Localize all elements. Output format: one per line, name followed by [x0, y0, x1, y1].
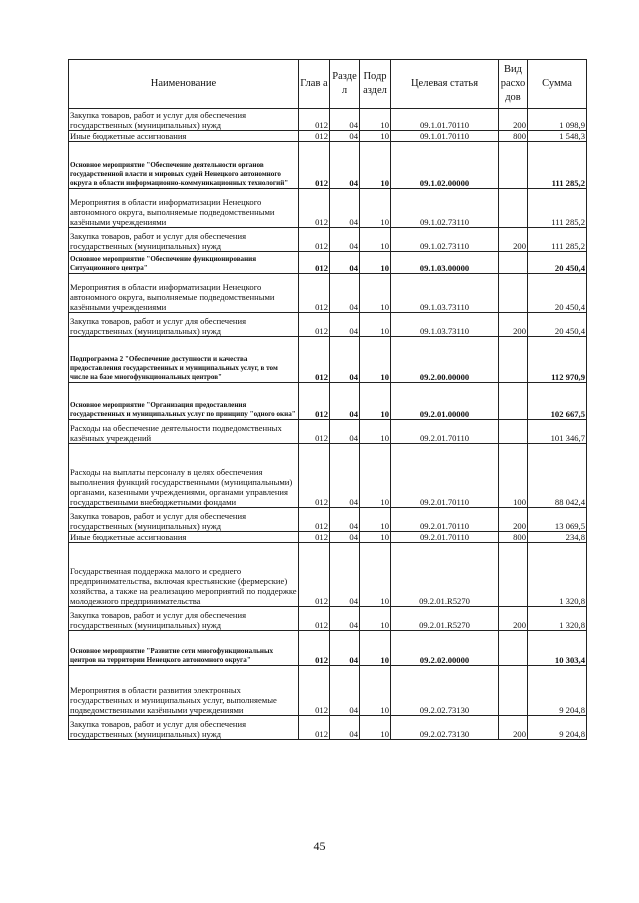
table-row: [69, 631, 587, 666]
row-name: Закупка товаров, работ и услуг для обеспечения государственных (муниципальных) нужд: [69, 508, 299, 532]
row-sum: 1 098,9: [528, 109, 587, 131]
row-chapter: 012: [299, 252, 330, 274]
row-chapter: 012: [299, 142, 330, 189]
table-row: [69, 383, 587, 420]
row-subsection: 10: [360, 532, 391, 543]
row-expense-type: 200: [499, 228, 528, 252]
row-subsection: 10: [360, 607, 391, 631]
row-name: Основное мероприятие "Развитие сети многофункциональных центров на территории Ненецкого автономного округа": [69, 631, 299, 666]
row-name: Мероприятия в области развития электронных государственных и муниципальных услуг, выполняемые подведомственными казёнными учреждениями: [69, 666, 299, 716]
row-section: 04: [330, 313, 360, 337]
row-name: Расходы на выплаты персоналу в целях обеспечения выполнения функций государственными (муниципальными) органами, казенными учреждениями, органами управления государственными внебюджетными фондами: [69, 444, 299, 508]
budget-table: [68, 59, 587, 740]
row-chapter: 012: [299, 716, 330, 740]
row-section: 04: [330, 543, 360, 607]
row-section: 04: [330, 252, 360, 274]
row-name: Мероприятия в области информатизации Ненецкого автономного округа, выполняемые подведомственными казёнными учреждениями: [69, 189, 299, 228]
row-chapter: 012: [299, 420, 330, 444]
row-chapter: 012: [299, 228, 330, 252]
row-name: Закупка товаров, работ и услуг для обеспечения государственных (муниципальных) нужд: [69, 228, 299, 252]
row-expense-type: [499, 189, 528, 228]
row-expense-type: [499, 543, 528, 607]
row-name: Иные бюджетные ассигнования: [69, 532, 299, 543]
row-chapter: 012: [299, 532, 330, 543]
row-sum: 1 320,8: [528, 607, 587, 631]
row-chapter: 012: [299, 313, 330, 337]
row-section: 04: [330, 383, 360, 420]
row-name: Основное мероприятие "Обеспечение деятельности органов государственной власти и мировых судей Ненецкого автономного округа в области информационно-коммуникационных технологий": [69, 142, 299, 189]
row-target-article: 09.2.00.00000: [391, 337, 499, 383]
row-expense-type: 100: [499, 444, 528, 508]
row-name: Подпрограмма 2 "Обеспечение доступности и качества предоставления государственных и муниципальных услуг, в том числе на базе многофункциональных центров": [69, 337, 299, 383]
row-section: 04: [330, 420, 360, 444]
table-row: [69, 142, 587, 189]
row-name: Закупка товаров, работ и услуг для обеспечения государственных (муниципальных) нужд: [69, 109, 299, 131]
row-expense-type: [499, 631, 528, 666]
row-expense-type: [499, 274, 528, 313]
row-sum: 20 450,4: [528, 252, 587, 274]
row-sum: 13 069,5: [528, 508, 587, 532]
row-section: 04: [330, 142, 360, 189]
row-sum: 102 667,5: [528, 383, 587, 420]
table-row: [69, 274, 587, 313]
header-sum: Сумма: [528, 60, 587, 109]
row-target-article: 09.2.01.R5270: [391, 543, 499, 607]
row-chapter: 012: [299, 274, 330, 313]
row-target-article: 09.2.01.00000: [391, 383, 499, 420]
row-expense-type: 800: [499, 131, 528, 142]
table-row: [69, 607, 587, 631]
row-target-article: 09.1.03.73110: [391, 313, 499, 337]
row-name: Расходы на обеспечение деятельности подведомственных казённых учреждений: [69, 420, 299, 444]
row-chapter: 012: [299, 109, 330, 131]
row-sum: 1 320,8: [528, 543, 587, 607]
row-target-article: 09.2.02.73130: [391, 716, 499, 740]
row-name: Закупка товаров, работ и услуг для обеспечения государственных (муниципальных) нужд: [69, 313, 299, 337]
row-section: 04: [330, 189, 360, 228]
row-section: 04: [330, 109, 360, 131]
row-sum: 9 204,8: [528, 716, 587, 740]
row-name: Иные бюджетные ассигнования: [69, 131, 299, 142]
row-target-article: 09.2.01.70110: [391, 420, 499, 444]
row-expense-type: 200: [499, 109, 528, 131]
row-target-article: 09.2.01.R5270: [391, 607, 499, 631]
row-subsection: 10: [360, 142, 391, 189]
table-row: [69, 228, 587, 252]
row-subsection: 10: [360, 508, 391, 532]
row-section: 04: [330, 666, 360, 716]
table-row: [69, 131, 587, 142]
row-target-article: 09.1.02.73110: [391, 228, 499, 252]
row-section: 04: [330, 228, 360, 252]
row-name: Закупка товаров, работ и услуг для обеспечения государственных (муниципальных) нужд: [69, 716, 299, 740]
row-subsection: 10: [360, 444, 391, 508]
table-row: [69, 508, 587, 532]
row-expense-type: 200: [499, 716, 528, 740]
row-subsection: 10: [360, 543, 391, 607]
row-chapter: 012: [299, 666, 330, 716]
row-expense-type: [499, 142, 528, 189]
table-row: [69, 444, 587, 508]
row-target-article: 09.2.02.73130: [391, 666, 499, 716]
row-sum: 234,8: [528, 532, 587, 543]
header-subsection: Подр аздел: [360, 60, 391, 109]
row-target-article: 09.1.03.00000: [391, 252, 499, 274]
row-subsection: 10: [360, 337, 391, 383]
row-expense-type: [499, 337, 528, 383]
table-row: [69, 543, 587, 607]
table-row: [69, 716, 587, 740]
row-expense-type: 200: [499, 508, 528, 532]
row-target-article: 09.1.01.70110: [391, 131, 499, 142]
row-name: Основное мероприятие "Организация предоставления государственных и муниципальных услуг по принципу "одного окна": [69, 383, 299, 420]
row-chapter: 012: [299, 444, 330, 508]
row-section: 04: [330, 337, 360, 383]
table-row: [69, 109, 587, 131]
page-number: 45: [313, 839, 326, 853]
row-target-article: 09.1.02.73110: [391, 189, 499, 228]
row-chapter: 012: [299, 508, 330, 532]
row-sum: 20 450,4: [528, 274, 587, 313]
row-subsection: 10: [360, 666, 391, 716]
table-row: [69, 337, 587, 383]
table-row: [69, 532, 587, 543]
row-sum: 88 042,4: [528, 444, 587, 508]
row-expense-type: 800: [499, 532, 528, 543]
row-target-article: 09.2.01.70110: [391, 532, 499, 543]
row-sum: 10 303,4: [528, 631, 587, 666]
row-name: Государственная поддержка малого и среднего предпринимательства, включая крестьянские (фермерские) хозяйства, а также на реализацию мероприятий по поддержке молодежного предпринимательства: [69, 543, 299, 607]
row-target-article: 09.1.01.70110: [391, 109, 499, 131]
row-expense-type: [499, 666, 528, 716]
row-sum: 101 346,7: [528, 420, 587, 444]
row-expense-type: [499, 420, 528, 444]
row-target-article: 09.2.02.00000: [391, 631, 499, 666]
row-expense-type: 200: [499, 607, 528, 631]
row-name: Закупка товаров, работ и услуг для обеспечения государственных (муниципальных) нужд: [69, 607, 299, 631]
header-chapter: Глав а: [299, 60, 330, 109]
row-subsection: 10: [360, 189, 391, 228]
row-subsection: 10: [360, 109, 391, 131]
row-section: 04: [330, 532, 360, 543]
row-subsection: 10: [360, 131, 391, 142]
row-sum: 1 548,3: [528, 131, 587, 142]
row-subsection: 10: [360, 383, 391, 420]
row-sum: 20 450,4: [528, 313, 587, 337]
table-row: [69, 313, 587, 337]
row-section: 04: [330, 444, 360, 508]
header-name: Наименование: [69, 60, 299, 109]
row-section: 04: [330, 274, 360, 313]
row-subsection: 10: [360, 228, 391, 252]
header-section: Разде л: [330, 60, 360, 109]
row-target-article: 09.2.01.70110: [391, 444, 499, 508]
row-section: 04: [330, 716, 360, 740]
row-section: 04: [330, 131, 360, 142]
row-subsection: 10: [360, 313, 391, 337]
table-header-row: [69, 60, 587, 109]
row-subsection: 10: [360, 631, 391, 666]
header-target-article: Целевая статья: [391, 60, 499, 109]
row-chapter: 012: [299, 189, 330, 228]
row-expense-type: [499, 252, 528, 274]
table-row: [69, 189, 587, 228]
row-subsection: 10: [360, 716, 391, 740]
row-subsection: 10: [360, 274, 391, 313]
row-section: 04: [330, 631, 360, 666]
row-chapter: 012: [299, 383, 330, 420]
row-target-article: 09.1.03.73110: [391, 274, 499, 313]
row-sum: 111 285,2: [528, 189, 587, 228]
row-section: 04: [330, 607, 360, 631]
row-subsection: 10: [360, 420, 391, 444]
row-chapter: 012: [299, 607, 330, 631]
row-chapter: 012: [299, 337, 330, 383]
table-row: [69, 252, 587, 274]
row-sum: 112 970,9: [528, 337, 587, 383]
header-expense-type: Вид расхо дов: [499, 60, 528, 109]
row-chapter: 012: [299, 631, 330, 666]
row-section: 04: [330, 508, 360, 532]
row-sum: 111 285,2: [528, 228, 587, 252]
row-target-article: 09.2.01.70110: [391, 508, 499, 532]
row-target-article: 09.1.02.00000: [391, 142, 499, 189]
row-expense-type: [499, 383, 528, 420]
row-chapter: 012: [299, 543, 330, 607]
table-row: [69, 420, 587, 444]
table-row: [69, 666, 587, 716]
row-chapter: 012: [299, 131, 330, 142]
row-sum: 9 204,8: [528, 666, 587, 716]
row-name: Мероприятия в области информатизации Ненецкого автономного округа, выполняемые подведомственными казёнными учреждениями: [69, 274, 299, 313]
row-expense-type: 200: [499, 313, 528, 337]
row-subsection: 10: [360, 252, 391, 274]
row-name: Основное мероприятие "Обеспечение функционирования Ситуационного центра": [69, 252, 299, 274]
row-sum: 111 285,2: [528, 142, 587, 189]
